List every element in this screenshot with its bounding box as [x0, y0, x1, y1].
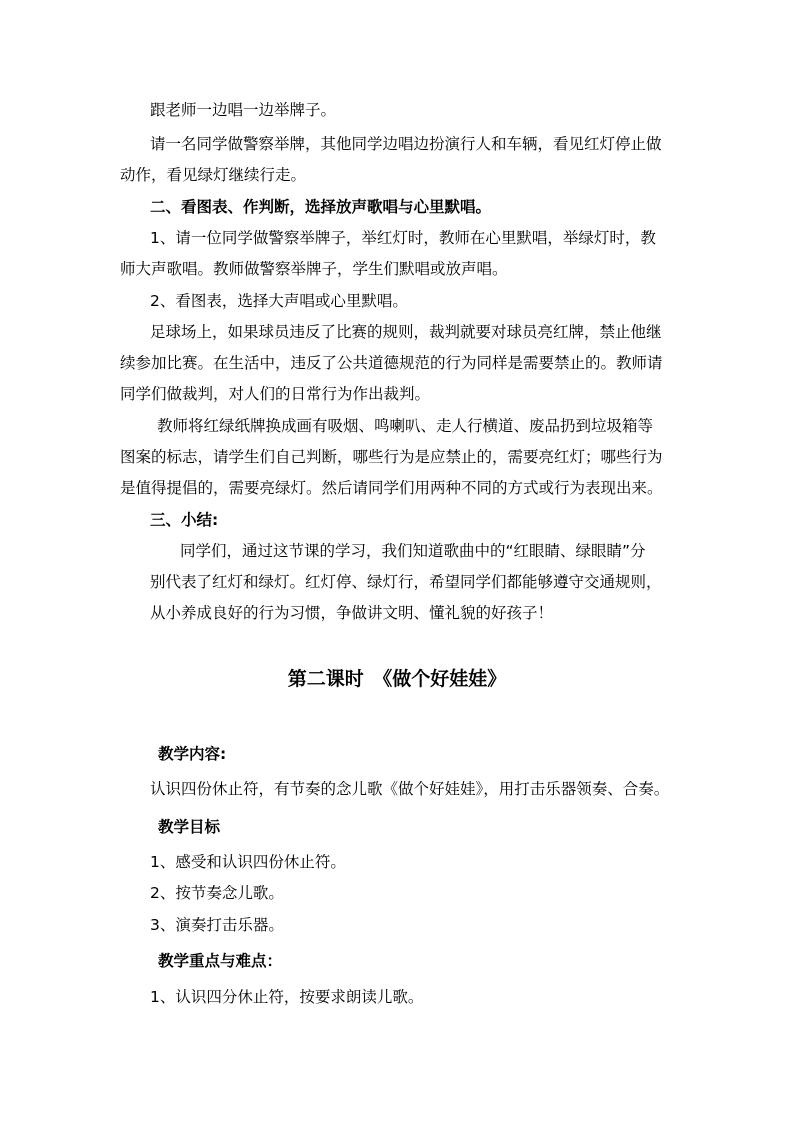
paragraph-line: 1、请一位同学做警察举牌子，举红灯时，教师在心里默唱，举绿灯时，教 [150, 229, 656, 247]
paragraph-line: 图案的标志，请学生们自己判断，哪些行为是应禁止的，需要亮红灯；哪些行为 [120, 448, 663, 466]
paragraph-line: 动作，看见绿灯继续行走。 [120, 166, 307, 184]
paragraph-line: 从小养成良好的行为习惯，争做讲文明、懂礼貌的好孩子！ [150, 604, 554, 622]
paragraph-line: 师大声歌唱。教师做警察举牌子，学生们默唱或放声唱。 [120, 260, 508, 278]
paragraph-line: 别代表了红灯和绿灯。红灯停、绿灯行，希望同学们都能够遵守交通规则， [150, 573, 662, 591]
paragraph-line: 同学们，通过这节课的学习，我们知道歌曲中的“红眼睛、绿眼睛”分 [180, 542, 646, 560]
section-heading: 二、看图表、作判断，选择放声歌唱与心里默唱。 [150, 198, 492, 216]
paragraph-line: 教师将红绿纸牌换成画有吸烟、鸣喇叭、走人行横道、废品扔到垃圾箱等 [157, 417, 654, 435]
lesson-title: 第二课时 《做个好娃娃》 [287, 668, 507, 690]
section-heading: 三、小结: [150, 511, 219, 529]
paragraph-line: 是值得提倡的，需要亮绿灯。然后请同学们用两种不同的方式或行为表现出来。 [120, 479, 663, 497]
list-item: 1、认识四分休止符，按要求朗读儿歌。 [150, 988, 424, 1006]
paragraph-line: 认识四份休止符，有节奏的念儿歌《做个好娃娃》，用打击乐器领奏、合奏。 [150, 780, 670, 798]
list-item: 2、按节奏念儿歌。 [150, 884, 284, 902]
paragraph-line: 请一名同学做警察举牌，其他同学边唱边扮演行人和车辆，看见红灯停止做 [150, 135, 662, 153]
paragraph-line: 2、看图表，选择大声唱或心里默唱。 [150, 292, 408, 310]
list-item: 1、感受和认识四份休止符。 [150, 853, 346, 871]
paragraph-line: 续参加比赛。在生活中，违反了公共道德规范的行为同样是需要禁止的。教师请 [120, 354, 663, 372]
paragraph-line: 同学们做裁判，对人们的日常行为作出裁判。 [120, 385, 431, 403]
paragraph-line: 足球场上，如果球员违反了比赛的规则，裁判就要对球员亮红牌，禁止他继 [150, 323, 662, 341]
paragraph-line: 跟老师一边唱一边举牌子。 [150, 101, 337, 119]
section-heading: 教学目标 [158, 818, 221, 836]
list-item: 3、演奏打击乐器。 [150, 916, 284, 934]
section-heading: 教学重点与难点： [158, 952, 283, 970]
section-heading: 教学内容: [158, 745, 227, 763]
